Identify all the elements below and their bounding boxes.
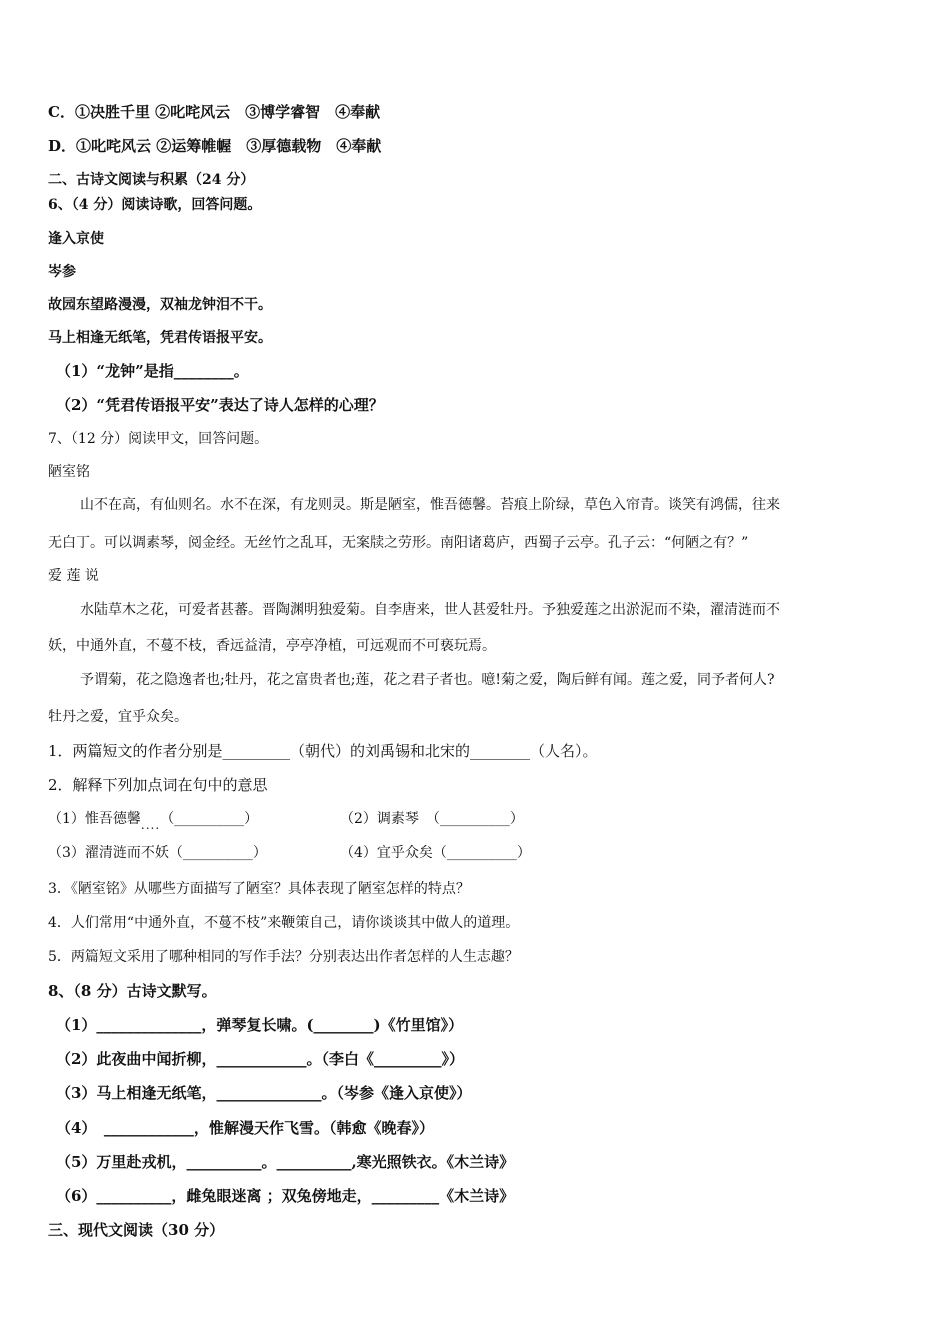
section-heading-3: 三、现代文阅读（30 分）: [48, 1221, 225, 1239]
emphasis-dots: ....: [140, 818, 161, 832]
definition-item-4: （4）宜乎众矣（__________）: [340, 845, 531, 861]
question-6-2: （2）“凭君传语报平安”表达了诗人怎样的心理？: [56, 396, 384, 414]
definition-item-3: （3）濯清涟而不妖（__________）: [48, 845, 267, 861]
definition-item-2: （2）调素琴 （__________）: [340, 811, 524, 827]
poem-line-2: 马上相逢无纸笔，凭君传语报平安。: [48, 330, 272, 346]
poem-author: 岑参: [48, 264, 76, 280]
dictation-6: （6）__________，雌兔眼迷离 ；双兔傍地走，_________《木兰诗》: [56, 1187, 515, 1205]
question-6-heading: 6、（4 分）阅读诗歌，回答问题。: [48, 197, 262, 213]
question-6-1: （1）“龙钟”是指________。: [56, 362, 249, 380]
text-title-lou-shi-ming: 陋室铭: [48, 464, 90, 480]
ai-lian-shuo-para-4: 牡丹之爱，宜乎众矣。: [48, 709, 188, 725]
dictation-5: （5）万里赴戎机，__________。__________,寒光照铁衣。《木兰诗》: [56, 1153, 515, 1171]
dictation-4: （4） ____________，惟解漫天作飞雪。（韩愈《晚春》）: [56, 1119, 434, 1137]
dictation-1: （1）______________，弹琴复长啸。(________)《竹里馆》）: [56, 1016, 464, 1034]
ai-lian-shuo-para-3: 予谓菊，花之隐逸者也;牡丹，花之富贵者也;莲，花之君子者也。噫!菊之爱，陶后鲜有闻。莲之爱，同予者何人?: [80, 672, 775, 688]
lou-shi-ming-para-1: 山不在高，有仙则名。水不在深，有龙则灵。斯是陋室，惟吾德馨。苔痕上阶绿，草色入帘青。谈笑有鸿儒，往来: [80, 497, 780, 513]
question-7-1: 1．两篇短文的作者分别是_________（朝代）的刘禹锡和北宋的________（人名）。: [48, 742, 598, 760]
text-title-ai-lian-shuo: 爱 莲 说: [48, 568, 99, 584]
definition-item-1: （1）惟吾德馨....（__________）: [48, 811, 259, 832]
question-7-heading: 7、（12 分）阅读甲文，回答问题。: [48, 431, 269, 447]
question-7-3: 3．《陋室铭》从哪些方面描写了陋室？具体表现了陋室怎样的特点？: [48, 881, 470, 897]
question-7-4: 4．人们常用“中通外直，不蔓不枝”来鞭策自己，请你谈谈其中做人的道理。: [48, 915, 520, 931]
poem-title: 逢入京使: [48, 231, 104, 247]
question-8-heading: 8、（8 分）古诗文默写。: [48, 982, 217, 1000]
section-heading-2: 二、古诗文阅读与积累（24 分）: [48, 172, 255, 188]
ai-lian-shuo-para-2: 妖，中通外直，不蔓不枝，香远益清，亭亭净植，可远观而不可亵玩焉。: [48, 638, 496, 654]
question-7-5: 5．两篇短文采用了哪种相同的写作手法？分别表达出作者怎样的人生志趣？: [48, 949, 519, 965]
poem-line-1: 故园东望路漫漫，双袖龙钟泪不干。: [48, 297, 272, 313]
lou-shi-ming-para-2: 无白丁。可以调素琴，阅金经。无丝竹之乱耳，无案牍之劳形。南阳诸葛庐，西蜀子云亭。孔子云：“何陋之有？”: [48, 535, 749, 551]
dictation-3: （3）马上相逢无纸笔，______________。（岑参《逢入京使》）: [56, 1084, 472, 1102]
ai-lian-shuo-para-1: 水陆草木之花，可爱者甚蕃。晋陶渊明独爱菊。自李唐来，世人甚爱牡丹。予独爱莲之出淤泥而不染，濯清涟而不: [80, 602, 780, 618]
dictation-2: （2）此夜曲中闻折柳，____________。（李白《_________》）: [56, 1050, 464, 1068]
question-7-2: 2．解释下列加点词在句中的意思: [48, 776, 268, 794]
option-c: C．①决胜千里 ②叱咤风云 ③博学睿智 ④奉献: [48, 103, 381, 121]
option-d: D．①叱咤风云 ②运筹帷幄 ③厚德载物 ④奉献: [48, 137, 382, 155]
